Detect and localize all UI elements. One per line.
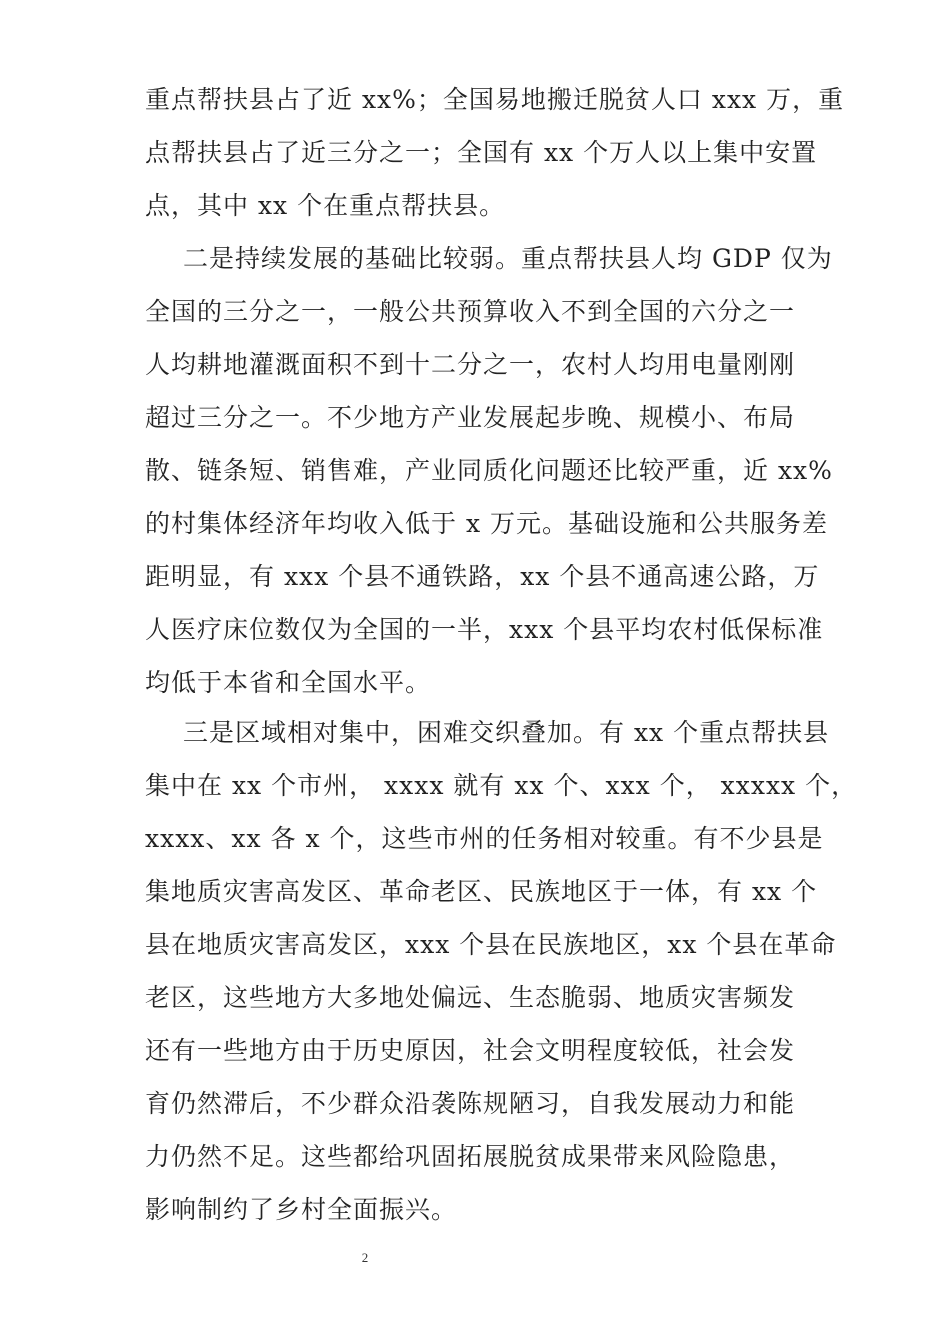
text-line: xxxx、xx 各 x 个，这些市州的任务相对较重。有不少县是 [145, 824, 824, 853]
text-line: 点，其中 xx 个在重点帮扶县。 [145, 191, 506, 220]
text-line: 全国的三分之一，一般公共预算收入不到全国的六分之一 [145, 297, 796, 326]
text-line: 距明显，有 xxx 个县不通铁路，xx 个县不通高速公路，万 [145, 562, 820, 591]
text-line: 人医疗床位数仅为全国的一半，xxx 个县平均农村低保标准 [145, 615, 824, 644]
text-line: 点帮扶县占了近三分之一；全国有 xx 个万人以上集中安置 [145, 138, 818, 167]
paragraph-start-line: 三是区域相对集中，困难交织叠加。有 xx 个重点帮扶县 [183, 718, 830, 747]
text-line: 集地质灾害高发区、革命老区、民族地区于一体，有 xx 个 [145, 877, 818, 906]
text-line: 重点帮扶县占了近 xx%；全国易地搬迁脱贫人口 xxx 万，重 [145, 85, 845, 114]
text-line: 还有一些地方由于历史原因，社会文明程度较低，社会发 [145, 1036, 796, 1065]
text-line: 均低于本省和全国水平。 [145, 668, 432, 697]
text-line: 超过三分之一。不少地方产业发展起步晚、规模小、布局 [145, 403, 796, 432]
text-line: 育仍然滞后，不少群众沿袭陈规陋习，自我发展动力和能 [145, 1089, 796, 1118]
text-line: 散、链条短、销售难，产业同质化问题还比较严重，近 xx% [145, 456, 833, 485]
page-number: 2 [361, 1250, 369, 1265]
text-line: 人均耕地灌溉面积不到十二分之一，农村人均用电量刚刚 [145, 350, 796, 379]
text-line: 县在地质灾害高发区，xxx 个县在民族地区，xx 个县在革命 [145, 930, 837, 959]
text-line: 影响制约了乡村全面振兴。 [145, 1195, 458, 1224]
text-line: 的村集体经济年均收入低于 x 万元。基础设施和公共服务差 [145, 509, 828, 538]
text-line: 老区，这些地方大多地处偏远、生态脆弱、地质灾害频发 [145, 983, 796, 1012]
paragraph-start-line: 二是持续发展的基础比较弱。重点帮扶县人均 GDP 仅为 [183, 244, 833, 273]
text-line: 集中在 xx 个市州， xxxx 就有 xx 个、xxx 个， xxxxx 个， [145, 771, 858, 800]
text-line: 力仍然不足。这些都给巩固拓展脱贫成果带来风险隐患， [145, 1142, 796, 1171]
